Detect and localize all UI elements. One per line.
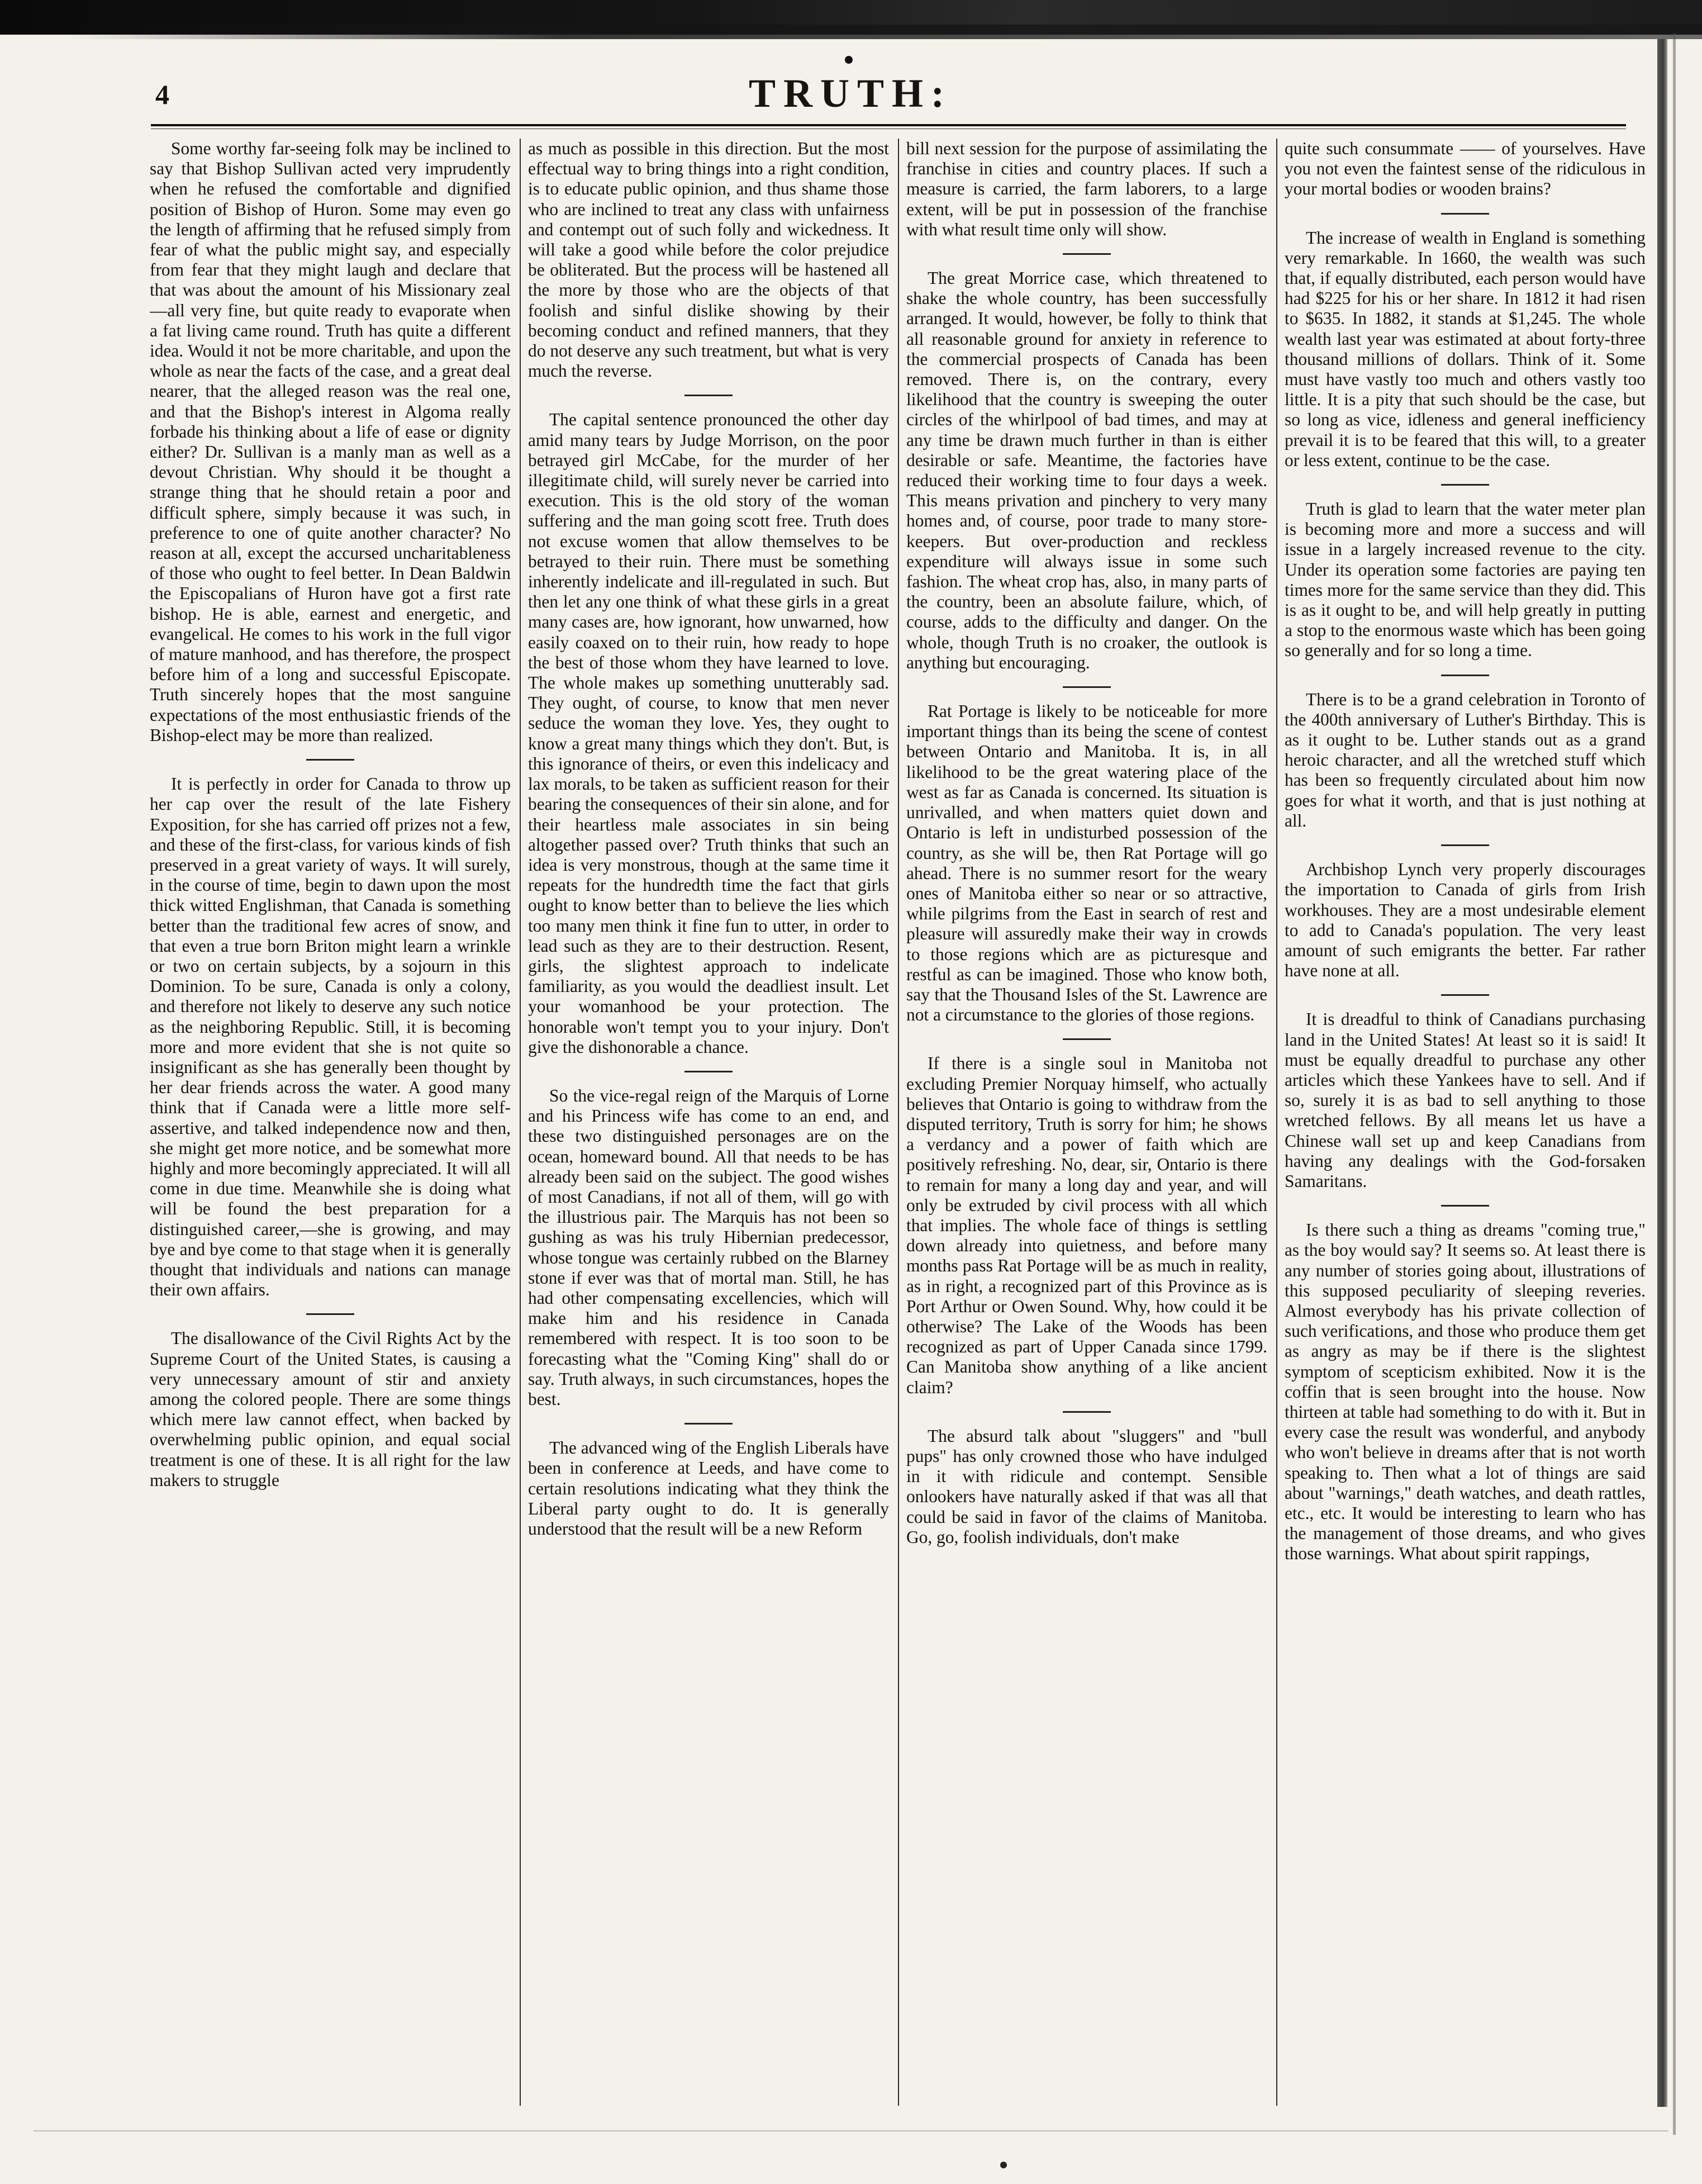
- article-paragraph: The advanced wing of the English Liberals have been in conference at Leeds, and have come to certain resolutions indicating what they think the Liberal party ought to do. It is generally understood that the result will be a new Reform: [528, 1438, 889, 1539]
- article-separator: [1441, 484, 1489, 486]
- column-2: [528, 139, 889, 2111]
- scan-speck: [845, 56, 853, 64]
- column-divider: [1276, 139, 1277, 2106]
- article-paragraph: The capital sentence pronounced the other day amid many tears by Judge Morrison, on the poor betrayed girl McCabe, for the murder of her illegitimate child, will surely never be carried into execution. This is the old story of the woman suffering and the man going scott free. Truth does not excuse women that allow themselves to be betrayed to their ruin. There must be something inherently indelicate and ill-regulated in such. But then let any one think of what these girls in a great many cases are, how ignorant, how unwarned, how easily coaxed on to their ruin, how ready to hope the best of those whom they have learned to love. The whole makes up something unutterably sad. They ought, of course, to know that men never seduce the woman they love. Yes, they ought to know a great many things which they don't. But, is this ignorance of theirs, or even this indelicacy and lax morals, to be taken as sufficient reason for their bearing the consequences of their sin alone, and for their heartless male associates in sin being altogether passed over? Truth thinks that such an idea is very monstrous, though at the same time it repeats for the hundredth time the fact that girls ought to know better than to believe the lies which too many men think it fine fun to utter, in order to lead such as they are to their destruction. Resent, girls, the slightest approach to indelicate familiarity, as you would the deadliest insult. Let your womanhood be your protection. The honorable won't tempt you to your injury. Don't give the dishonorable a chance.: [528, 410, 889, 1057]
- article-separator: [684, 1071, 733, 1072]
- article-paragraph: Some worthy far-seeing folk may be inclined to say that Bishop Sullivan acted very imprudently when he refused the comfortable and dignified position of Bishop of Huron. Some may even go the length of affirming that he refused simply from fear of what the public might say, and especially from fear that they might laugh and declare that that was about the amount of his Missionary zeal—all very fine, but quite ready to evaporate when a fat living came round. Truth has quite a different idea. Would it not be more charitable, and upon the whole as near the facts of the case, and a great deal nearer, that the alleged reason was the real one, and that the Bishop's interest in Algoma really forbade his thinking about a life of ease or dignity either? Dr. Sullivan is a manly man as well as a devout Christian. Why should it be thought a strange thing that he should retain a poor and difficult sphere, simply because it was such, in preference to one of quite another character? No reason at all, except the accursed uncharitableness of those who ought to feel better. In Dean Baldwin the Episcopalians of Huron have got a first rate bishop. He is able, earnest and energetic, and evangelical. He comes to his work in the full vigor of mature manhood, and has therefore, the prospect before him of a long and successful Episcopate. Truth sincerely hopes that the most sanguine expectations of the most enthusiastic friends of the Bishop-elect may be more than realized.: [150, 139, 511, 745]
- article-separator: [684, 395, 733, 396]
- article-paragraph: The increase of wealth in England is something very remarkable. In 1660, the wealth was such that, if equally distributed, each person would have had $225 for his or her share. In 1812 it had risen to $635. In 1882, it stands at $1,245. The whole wealth last year was estimated at about forty-three thousand millions of dollars. Think of it. Some must have vastly too much and others vastly too little. It is a pity that such should be the case, but so long as vice, idleness and general inefficiency prevail it is to be feared that this will, to a greater or less extent, continue to be the case.: [1285, 227, 1646, 470]
- masthead: [0, 66, 1643, 122]
- article-paragraph: The great Morrice case, which threatened to shake the whole country, has been successfully arranged. It would, however, be folly to think that all reasonable ground for anxiety in reference to the commercial prospects of Canada has been removed. There is, on the contrary, every likelihood that the country is sweeping the outer circles of the whirlpool of bad times, and may at any time be drawn much further in than is either desirable or safe. Meantime, the factories have reduced their working time to four days a week. This means privation and pinchery to very many homes and, of course, poor trade to many store-keepers. But over-production and reckless expenditure will always issue in some such fashion. The wheat crop has, also, in many parts of the country, been an absolute failure, which, of course, adds to the difficulty and danger. On the whole, though Truth is no croaker, the outlook is anything but encouraging.: [906, 268, 1267, 672]
- article-columns: [150, 139, 1646, 2111]
- newspaper-title: TRUTH:: [749, 71, 953, 116]
- article-paragraph: as much as possible in this direction. But the most effectual way to bring things into a right condition, is to educate public opinion, and thus shame those who are inclined to treat any class with unfairness and contempt out of such folly and wickedness. It will take a good while before the color prejudice be obliterated. But the process will be hastened all the more by those who are the objects of that foolish and sinful dislike showing by their becoming conduct and refined manners, that they do not deserve any such treatment, but what is very much the reverse.: [528, 139, 889, 381]
- scan-right-edge-line: [1673, 34, 1676, 2135]
- article-separator: [684, 1423, 733, 1425]
- column-3: [906, 139, 1267, 2111]
- article-paragraph: Truth is glad to learn that the water meter plan is becoming more and more a success and will issue in a largely increased revenue to the city. Under its operation some factories are paying ten times more for the same service than they did. This is as it ought to be, and will help greatly in putting a stop to the enormous waste which has been going so generally and for so long a time.: [1285, 499, 1646, 661]
- page-number: 4: [155, 79, 169, 110]
- article-separator: [1063, 253, 1111, 255]
- article-separator: [1441, 1205, 1489, 1207]
- article-paragraph: Archbishop Lynch very properly discourages the importation to Canada of girls from Irish workhouses. They are a most undesirable element to add to Canada's population. The very least amount of such emigrants the better. Far rather have none at all.: [1285, 860, 1646, 981]
- article-paragraph: bill next session for the purpose of assimilating the franchise in cities and country places. If such a measure is carried, the farm laborers, to a large extent, will be put in possession of the franchise with what result time only will show.: [906, 139, 1267, 239]
- article-paragraph: The absurd talk about "sluggers" and "bull pups" has only crowned those who have indulged in it with ridicule and contempt. Sensible onlookers have naturally asked if that was all that could be said in favor of the claims of Manitoba. Go, go, foolish individuals, don't make: [906, 1426, 1267, 1547]
- article-separator: [1063, 1411, 1111, 1413]
- scan-right-edge: [1657, 39, 1667, 2107]
- column-divider: [898, 139, 899, 2106]
- article-separator: [1441, 675, 1489, 676]
- article-paragraph: Is there such a thing as dreams "coming true," as the boy would say? It seems so. At least there is any number of stories going about, illustrations of this supposed peculiarity of sleeping reveries. Almost everybody has his private collection of such verifications, and those who produce them get as angry as may be if there is the slightest symptom of scepticism exhibited. Now it is the coffin that is seen brought into the house. Now thirteen at table had something to do with it. But in every case the result was wonderful, and anybody who won't believe in dreams after that is not worth speaking to. Then what a lot of things are said about "warnings," death watches, and death rattles, etc., etc. It would be interesting to learn who has the management of those dreams, and who gives those warnings. What about spirit rappings,: [1285, 1220, 1646, 1564]
- article-separator: [1063, 1038, 1111, 1040]
- article-paragraph: It is perfectly in order for Canada to throw up her cap over the result of the late Fishery Exposition, for she has carried off prizes not a few, and these of the first-class, for various kinds of fish preserved in a great variety of ways. It will surely, in the course of time, begin to dawn upon the most thick witted Englishman, that Canada is something better than the traditional few acres of snow, and that even a true born Briton might learn a wrinkle or two on certain subjects, by a sojourn in this Dominion. To be sure, Canada is only a colony, and therefore not likely to deserve any such notice as the neighboring Republic. Still, it is becoming more and more evident that she is not quite so insignificant as she has generally been thought by her dear friends across the water. A good many think that if Canada were a little more self-assertive, and talked independence now and then, she might get more notice, and be somewhat more highly and more becomingly appreciated. It will all come in due time. Meanwhile she is doing what will be found the best preparation for a distinguished career,—she is growing, and may bye and bye come to that stage when it is generally thought that individuals and nations can manage their own affairs.: [150, 774, 511, 1300]
- article-separator: [1441, 213, 1489, 215]
- article-separator: [1441, 844, 1489, 846]
- article-paragraph: If there is a single soul in Manitoba not excluding Premier Norquay himself, who actually believes that Ontario is going to withdraw from the disputed territory, Truth is sorry for him; he shows a verdancy and a power of faith which are positively refreshing. No, dear, sir, Ontario is there to remain for many a long day and year, and will only be extruded by civil process with all which that implies. The whole face of things is settling down already into quietness, and before many months pass Rat Portage will be as much in reality, as in right, a recognized part of this Province as is Port Arthur or Owen Sound. Why, how could it be otherwise? The Lake of the Woods has been recognized as part of Upper Canada since 1799. Can Manitoba show anything of a like ancient claim?: [906, 1053, 1267, 1397]
- article-paragraph: So the vice-regal reign of the Marquis of Lorne and his Princess wife has come to an end, and these two distinguished personages are on the ocean, homeward bound. All that needs to be has already been said on the subject. The good wishes of most Canadians, if not all of them, will go with the illustrious pair. The Marquis has not been so gushing as was his truly Hibernian predecessor, whose tongue was certainly rubbed on the Blarney stone if ever was that of mortal man. Still, he has had other compensating excellencies, which will make him and his residence in Canada remembered with respect. It is too soon to be forecasting what the "Coming King" shall do or say. Truth always, in such circumstances, hopes the best.: [528, 1085, 889, 1409]
- header-rule: [151, 124, 1626, 126]
- article-paragraph: It is dreadful to think of Canadians purchasing land in the United States! At least so it is said! It must be equally dreadful to purchase any other articles which these Yankees have to sell. And if so, surely it is as bad to sell anything to those wretched fellows. By all means let us have a Chinese wall set up and keep Canadians from having any dealings with the God-forsaken Samaritans.: [1285, 1009, 1646, 1191]
- article-separator: [1063, 686, 1111, 688]
- column-4: [1285, 139, 1646, 2111]
- article-separator: [306, 1313, 354, 1315]
- scan-bottom-edge: [34, 2130, 1668, 2131]
- column-divider: [520, 139, 521, 2106]
- article-separator: [1441, 994, 1489, 996]
- column-1: [150, 139, 511, 2111]
- article-paragraph: There is to be a grand celebration in Toronto of the 400th anniversary of Luther's Birthday. This is as it ought to be. Luther stands out as a grand heroic character, and all the wretched stuff which has been so frequently circulated about him now goes for what it worth, and that is just nothing at all.: [1285, 689, 1646, 830]
- article-paragraph: quite such consummate —— of yourselves. Have you not even the faintest sense of the ridiculous in your mortal bodies or wooden brains?: [1285, 139, 1646, 199]
- article-separator: [306, 759, 354, 761]
- article-paragraph: The disallowance of the Civil Rights Act by the Supreme Court of the United States, is causing a very unnecessary amount of stir and anxiety among the colored people. There are some things which mere law cannot effect, when backed by overwhelming public opinion, and equal social treatment is one of these. It is all right for the law makers to struggle: [150, 1328, 511, 1490]
- article-paragraph: Rat Portage is likely to be noticeable for more important things than its being the scene of contest between Ontario and Manitoba. It is, in all likelihood to be the great watering place of the west as far as Canada is concerned. Its situation is unrivalled, and when matters quiet down and Ontario is left in undisturbed possession of the country, as she will be, then Rat Portage will go ahead. There is no summer resort for the weary ones of Manitoba either so near or so attractive, while pilgrims from the East in search of rest and pleasure will assuredly make their way in crowds to those regions which are as picturesque and restful as can be imagined. Those who know both, say that the Thousand Isles of the St. Lawrence are not a circumstance to the glories of those regions.: [906, 701, 1267, 1025]
- scan-speck: [1000, 2162, 1007, 2168]
- scan-top-edge: [0, 0, 1702, 35]
